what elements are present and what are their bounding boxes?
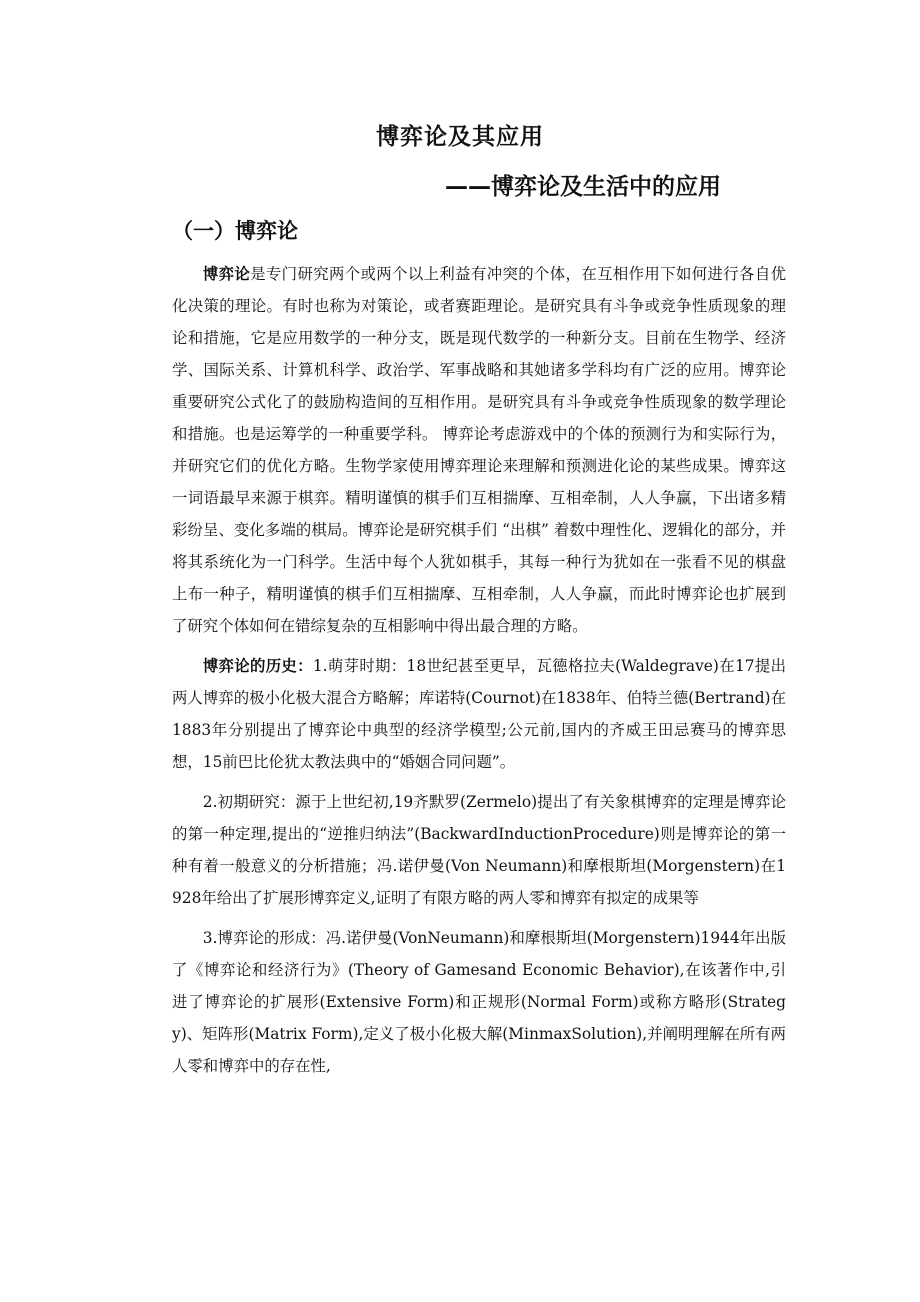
- document-title: 博弈论及其应用: [376, 124, 544, 150]
- paragraph-definition: [172, 258, 786, 642]
- paragraph-early-research: 2.初期研究：源于上世纪初,19齐默罗(Zermelo)提出了有关象棋博弈的定理是博弈论的第一种定理,提出的“逆推归纳法”(BackwardInductionProcedure)则是博弈论的第一种有着一般意义的分析措施；冯.诺伊曼(Von Neumann)和摩根斯坦(Morgenstern)在1928年给出了扩展形博弈定义,证明了有限方略的两人零和博弈有拟定的成果等: [172, 793, 786, 907]
- paragraph-history: [172, 650, 786, 778]
- paragraph-lead-term: 博弈论的历史：: [202, 657, 313, 675]
- paragraph-text: 是专门研究两个或两个以上利益有冲突的个体，在互相作用下如何进行各自优化决策的理论。有时也称为对策论，或者赛距理论。是研究具有斗争或竞争性质现象的理论和措施，它是应用数学的一种分支，既是现代数学的一种新分支。目前在生物学、经济学、国际关系、计算机科学、政治学、军事战略和其她诸多学科均有广泛的应用。博弈论重要研究公式化了的鼓励构造间的互相作用。是研究具有斗争或竞争性质现象的数学理论和措施。也是运筹学的一种重要学科。 博弈论考虑游戏中的个体的预测行为和实际行为，并研究它们的优化方略。生物学家使用博弈理论来理解和预测进化论的某些成果。博弈这一词语最早来源于棋弈。精明谨慎的棋手们互相揣摩、互相牵制，人人争赢，下出诸多精彩纷呈、变化多端的棋局。博弈论是研究棋手们 “出棋” 着数中理性化、逻辑化的部分，并将其系统化为一门科学。生活中每个人犹如棋手，其每一种行为犹如在一张看不见的棋盘上布一种子，精明谨慎的棋手们互相揣摩、互相牵制，人人争赢，而此时博弈论也扩展到了研究个体如何在错综复杂的互相影响中得出最合理的方略。: [172, 265, 786, 635]
- document-body: [172, 258, 786, 1090]
- document-subtitle: ——博弈论及生活中的应用: [445, 174, 721, 200]
- paragraph-lead-term: 博弈论: [202, 265, 251, 283]
- section-heading: （一）博弈论: [172, 219, 298, 243]
- paragraph-formation: 3.博弈论的形成：冯.诺伊曼(VonNeumann)和摩根斯坦(Morgenstern)1944年出版了《博弈论和经济行为》(Theory of Gamesand Economic Behavior),在该著作中,引进了博弈论的扩展形(Extensive Form)和正规形(Normal Form)或称方略形(Strategy)、矩阵形(Matrix Form),定义了极小化极大解(MinmaxSolution),并阐明理解在所有两人零和博弈中的存在性,: [172, 929, 786, 1075]
- paragraph-text: 1.萌芽时期：18世纪甚至更早，瓦德格拉夫(Waldegrave)在17提出两人博弈的极小化极大混合方略解；库诺特(Cournot)在1838年、伯特兰德(Bertrand)在1883年分别提出了博弈论中典型的经济学模型;公元前,国内的齐威王田忌赛马的博弈思想，15前巴比伦犹太教法典中的“婚姻合同问题”。: [172, 657, 786, 771]
